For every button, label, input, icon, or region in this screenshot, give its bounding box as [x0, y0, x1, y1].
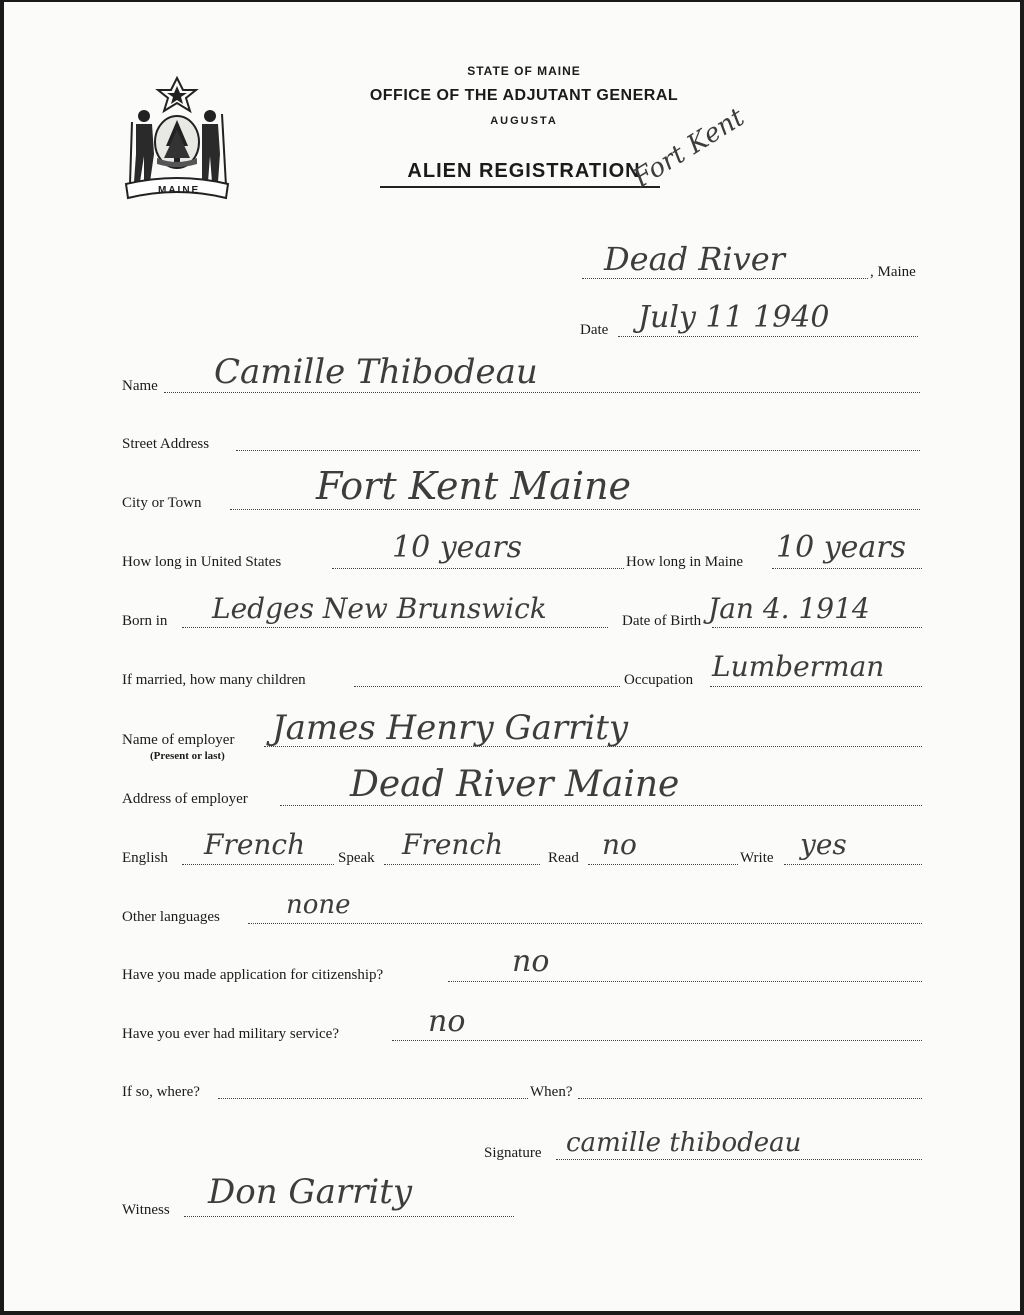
where-label: If so, where?: [122, 1084, 200, 1100]
born-in-line: [182, 627, 608, 628]
military-line: [392, 1040, 922, 1041]
signature-label: Signature: [484, 1145, 542, 1161]
name-label: Name: [122, 378, 158, 394]
citizenship-label: Have you made application for citizenship?: [122, 967, 384, 983]
read-label: Read: [548, 850, 579, 866]
city-entry: Fort Kent Maine: [316, 464, 632, 508]
read-line: [588, 864, 738, 865]
seal-banner-text: MAINE: [158, 185, 201, 196]
employer-label: Name of employer: [122, 732, 235, 748]
other-languages-entry: none: [286, 890, 351, 920]
how-long-us-entry: 10 years: [392, 530, 523, 565]
employer-address-entry: Dead River Maine: [350, 764, 680, 805]
town-line: [582, 278, 868, 279]
date-of-birth-entry: Jan 4. 1914: [708, 592, 870, 625]
date-line: [618, 336, 918, 337]
date-of-birth-line: [712, 627, 922, 628]
children-label: If married, how many children: [122, 672, 306, 688]
speak-entry: French: [402, 828, 504, 861]
office-heading: OFFICE OF THE ADJUTANT GENERAL: [369, 87, 679, 104]
name-entry: Camille Thibodeau: [214, 352, 538, 392]
born-in-entry: Ledges New Brunswick: [212, 592, 547, 625]
other-languages-line: [248, 923, 922, 924]
registration-form: [4, 2, 1020, 1311]
witness-line: [184, 1216, 514, 1217]
how-long-maine-line: [772, 568, 922, 569]
maine-state-seal-icon: [122, 74, 232, 202]
town-entry: Dead River: [604, 240, 785, 278]
military-label: Have you ever had military service?: [122, 1026, 339, 1042]
speak-line: [384, 864, 540, 865]
form-title: ALIEN REGISTRATION: [407, 160, 641, 182]
signature-entry: camille thibodeau: [566, 1128, 802, 1158]
employer-note: (Present or last): [150, 750, 225, 762]
city-heading: AUGUSTA: [490, 115, 558, 127]
date-label: Date: [580, 322, 609, 338]
maine-suffix: , Maine: [870, 264, 916, 280]
state-heading: STATE OF MAINE: [467, 64, 581, 78]
town-correction-entry: Fort Kent: [628, 102, 750, 194]
city-label: City or Town: [122, 495, 202, 511]
military-entry: no: [428, 1004, 466, 1039]
witness-entry: Don Garrity: [208, 1172, 413, 1212]
where-line: [218, 1098, 528, 1099]
born-in-label: Born in: [122, 613, 168, 629]
other-languages-label: Other languages: [122, 909, 220, 925]
speak-label: Speak: [338, 850, 375, 866]
employer-address-label: Address of employer: [122, 791, 248, 807]
english-line: [182, 864, 334, 865]
when-label: When?: [530, 1084, 573, 1100]
write-label: Write: [740, 850, 774, 866]
english-entry: French: [204, 828, 306, 861]
how-long-maine-entry: 10 years: [776, 530, 907, 565]
how-long-maine-label: How long in Maine: [626, 554, 744, 570]
street-label: Street Address: [122, 436, 210, 452]
date-entry: July 11 1940: [638, 300, 830, 335]
form-title-underline: [380, 186, 660, 188]
how-long-us-line: [332, 568, 624, 569]
when-line: [578, 1098, 922, 1099]
signature-line: [556, 1159, 922, 1160]
street-line: [236, 450, 920, 451]
date-of-birth-label: Date of Birth: [622, 613, 702, 629]
citizenship-entry: no: [512, 944, 550, 979]
employer-entry: James Henry Garrity: [272, 708, 629, 748]
name-line: [164, 392, 920, 393]
citizenship-line: [448, 981, 922, 982]
city-line: [230, 509, 920, 510]
write-entry: yes: [800, 828, 847, 861]
employer-address-line: [280, 805, 922, 806]
write-line: [784, 864, 922, 865]
how-long-us-label: How long in United States: [122, 554, 282, 570]
occupation-label: Occupation: [624, 672, 694, 688]
witness-label: Witness: [122, 1202, 170, 1218]
occupation-line: [710, 686, 922, 687]
children-line: [354, 686, 620, 687]
occupation-entry: Lumberman: [712, 650, 885, 683]
read-entry: no: [602, 828, 637, 861]
english-label: English: [122, 850, 168, 866]
